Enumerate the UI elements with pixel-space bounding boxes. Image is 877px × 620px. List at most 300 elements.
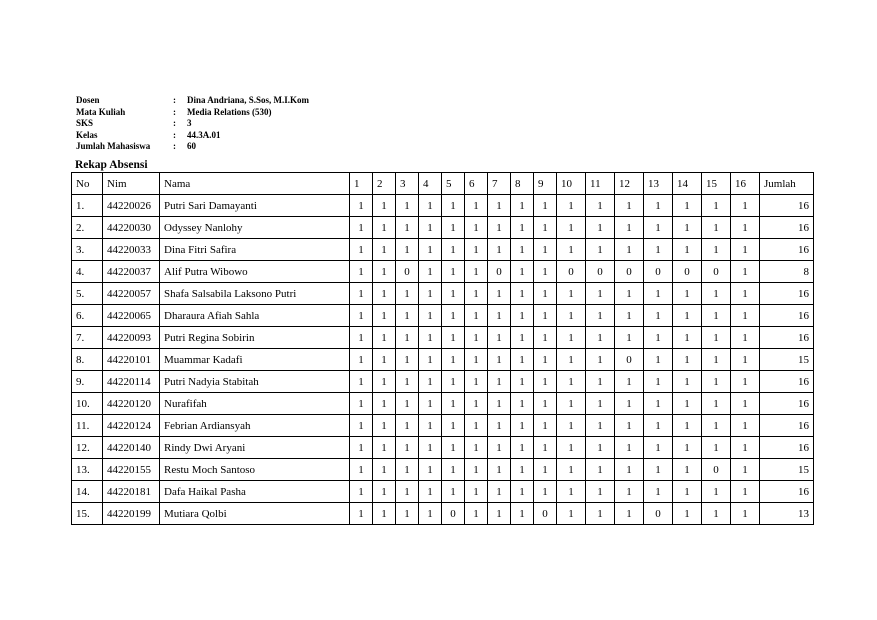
cell-jumlah: 8 bbox=[760, 261, 814, 283]
info-label: SKS bbox=[76, 118, 94, 129]
table-row bbox=[72, 459, 814, 481]
cell-nim: 44220101 bbox=[103, 349, 160, 371]
cell-no: 15. bbox=[72, 503, 103, 525]
cell-attendance: 1 bbox=[615, 459, 644, 481]
cell-attendance: 1 bbox=[465, 393, 488, 415]
cell-no: 6. bbox=[72, 305, 103, 327]
cell-jumlah: 16 bbox=[760, 437, 814, 459]
cell-jumlah: 15 bbox=[760, 349, 814, 371]
cell-attendance: 1 bbox=[442, 261, 465, 283]
cell-attendance: 1 bbox=[644, 327, 673, 349]
cell-attendance: 1 bbox=[534, 459, 557, 481]
column-header: 8 bbox=[511, 173, 534, 195]
cell-no: 5. bbox=[72, 283, 103, 305]
cell-attendance: 1 bbox=[488, 503, 511, 525]
cell-attendance: 1 bbox=[488, 239, 511, 261]
cell-no: 8. bbox=[72, 349, 103, 371]
cell-attendance: 1 bbox=[673, 437, 702, 459]
cell-attendance: 1 bbox=[419, 327, 442, 349]
cell-attendance: 1 bbox=[702, 393, 731, 415]
cell-attendance: 1 bbox=[465, 459, 488, 481]
cell-attendance: 1 bbox=[615, 195, 644, 217]
cell-attendance: 1 bbox=[534, 437, 557, 459]
cell-attendance: 1 bbox=[442, 393, 465, 415]
cell-attendance: 1 bbox=[373, 261, 396, 283]
cell-no: 4. bbox=[72, 261, 103, 283]
cell-attendance: 1 bbox=[511, 283, 534, 305]
cell-attendance: 1 bbox=[465, 283, 488, 305]
cell-attendance: 1 bbox=[731, 283, 760, 305]
cell-attendance: 1 bbox=[644, 217, 673, 239]
cell-attendance: 1 bbox=[373, 217, 396, 239]
cell-attendance: 1 bbox=[373, 437, 396, 459]
cell-attendance: 1 bbox=[373, 305, 396, 327]
cell-attendance: 1 bbox=[419, 415, 442, 437]
column-header: 5 bbox=[442, 173, 465, 195]
cell-jumlah: 13 bbox=[760, 503, 814, 525]
cell-no: 14. bbox=[72, 481, 103, 503]
column-header: 16 bbox=[731, 173, 760, 195]
cell-attendance: 1 bbox=[702, 503, 731, 525]
cell-jumlah: 16 bbox=[760, 195, 814, 217]
cell-attendance: 1 bbox=[534, 283, 557, 305]
cell-attendance: 1 bbox=[702, 217, 731, 239]
cell-nama: Muammar Kadafi bbox=[160, 349, 350, 371]
cell-attendance: 1 bbox=[586, 349, 615, 371]
cell-nama: Odyssey Nanlohy bbox=[160, 217, 350, 239]
cell-attendance: 1 bbox=[373, 481, 396, 503]
cell-attendance: 1 bbox=[350, 283, 373, 305]
cell-attendance: 1 bbox=[702, 239, 731, 261]
info-separator: : bbox=[173, 129, 176, 140]
cell-attendance: 1 bbox=[511, 371, 534, 393]
table-row bbox=[72, 217, 814, 239]
table-row bbox=[72, 393, 814, 415]
cell-attendance: 1 bbox=[702, 195, 731, 217]
cell-attendance: 1 bbox=[511, 239, 534, 261]
cell-attendance: 1 bbox=[644, 283, 673, 305]
cell-no: 1. bbox=[72, 195, 103, 217]
cell-attendance: 1 bbox=[419, 437, 442, 459]
cell-attendance: 1 bbox=[396, 195, 419, 217]
cell-nim: 44220199 bbox=[103, 503, 160, 525]
cell-attendance: 1 bbox=[350, 327, 373, 349]
cell-attendance: 1 bbox=[644, 371, 673, 393]
cell-attendance: 1 bbox=[557, 371, 586, 393]
cell-attendance: 1 bbox=[396, 459, 419, 481]
column-header: Nama bbox=[160, 173, 350, 195]
cell-attendance: 1 bbox=[396, 217, 419, 239]
cell-jumlah: 16 bbox=[760, 481, 814, 503]
info-row bbox=[76, 130, 309, 142]
cell-attendance: 1 bbox=[644, 349, 673, 371]
cell-attendance: 1 bbox=[615, 393, 644, 415]
info-label: Mata Kuliah bbox=[76, 106, 126, 117]
cell-attendance: 1 bbox=[702, 283, 731, 305]
cell-no: 13. bbox=[72, 459, 103, 481]
cell-nama: Febrian Ardiansyah bbox=[160, 415, 350, 437]
cell-attendance: 1 bbox=[419, 239, 442, 261]
cell-attendance: 1 bbox=[465, 437, 488, 459]
cell-attendance: 1 bbox=[488, 437, 511, 459]
info-separator: : bbox=[173, 141, 176, 152]
cell-attendance: 1 bbox=[673, 459, 702, 481]
cell-attendance: 0 bbox=[615, 261, 644, 283]
cell-attendance: 1 bbox=[373, 327, 396, 349]
cell-attendance: 1 bbox=[731, 503, 760, 525]
cell-attendance: 1 bbox=[465, 481, 488, 503]
cell-attendance: 1 bbox=[731, 437, 760, 459]
info-value: Media Relations (530) bbox=[187, 106, 272, 117]
attendance-table bbox=[71, 172, 814, 525]
cell-attendance: 1 bbox=[373, 393, 396, 415]
cell-attendance: 1 bbox=[557, 481, 586, 503]
cell-attendance: 1 bbox=[442, 239, 465, 261]
cell-attendance: 1 bbox=[511, 217, 534, 239]
cell-attendance: 1 bbox=[442, 371, 465, 393]
cell-attendance: 1 bbox=[557, 195, 586, 217]
cell-attendance: 1 bbox=[488, 459, 511, 481]
cell-no: 12. bbox=[72, 437, 103, 459]
cell-attendance: 1 bbox=[442, 415, 465, 437]
column-header: 4 bbox=[419, 173, 442, 195]
cell-nama: Dharaura Afiah Sahla bbox=[160, 305, 350, 327]
column-header: Nim bbox=[103, 173, 160, 195]
cell-attendance: 1 bbox=[488, 393, 511, 415]
cell-attendance: 1 bbox=[673, 481, 702, 503]
cell-nim: 44220026 bbox=[103, 195, 160, 217]
cell-attendance: 1 bbox=[557, 283, 586, 305]
cell-attendance: 1 bbox=[396, 415, 419, 437]
cell-attendance: 1 bbox=[731, 481, 760, 503]
cell-attendance: 1 bbox=[419, 371, 442, 393]
info-row bbox=[76, 95, 309, 107]
cell-attendance: 1 bbox=[396, 349, 419, 371]
cell-attendance: 1 bbox=[350, 217, 373, 239]
cell-no: 7. bbox=[72, 327, 103, 349]
cell-attendance: 1 bbox=[465, 305, 488, 327]
cell-attendance: 1 bbox=[419, 195, 442, 217]
course-info bbox=[76, 95, 309, 153]
cell-attendance: 1 bbox=[557, 503, 586, 525]
cell-attendance: 1 bbox=[615, 481, 644, 503]
cell-attendance: 1 bbox=[396, 327, 419, 349]
cell-attendance: 1 bbox=[615, 305, 644, 327]
table-row bbox=[72, 239, 814, 261]
cell-nama: Mutiara Qolbi bbox=[160, 503, 350, 525]
cell-attendance: 1 bbox=[511, 349, 534, 371]
info-separator: : bbox=[173, 118, 176, 129]
cell-attendance: 0 bbox=[702, 459, 731, 481]
cell-attendance: 1 bbox=[615, 217, 644, 239]
cell-attendance: 1 bbox=[442, 217, 465, 239]
cell-attendance: 1 bbox=[644, 393, 673, 415]
cell-attendance: 1 bbox=[586, 327, 615, 349]
cell-attendance: 1 bbox=[534, 371, 557, 393]
cell-attendance: 1 bbox=[396, 503, 419, 525]
cell-jumlah: 16 bbox=[760, 327, 814, 349]
cell-attendance: 1 bbox=[419, 393, 442, 415]
cell-attendance: 1 bbox=[702, 437, 731, 459]
cell-attendance: 1 bbox=[488, 217, 511, 239]
cell-attendance: 1 bbox=[534, 415, 557, 437]
cell-nim: 44220093 bbox=[103, 327, 160, 349]
cell-attendance: 1 bbox=[615, 239, 644, 261]
info-value: Dina Andriana, S.Sos, M.I.Kom bbox=[187, 95, 310, 105]
column-header: 11 bbox=[586, 173, 615, 195]
table-row bbox=[72, 305, 814, 327]
column-header: 9 bbox=[534, 173, 557, 195]
column-header: No bbox=[72, 173, 103, 195]
cell-attendance: 1 bbox=[350, 459, 373, 481]
info-label: Dosen bbox=[76, 95, 100, 105]
cell-no: 2. bbox=[72, 217, 103, 239]
cell-no: 3. bbox=[72, 239, 103, 261]
cell-nama: Dina Fitri Safira bbox=[160, 239, 350, 261]
cell-attendance: 1 bbox=[350, 481, 373, 503]
cell-attendance: 1 bbox=[702, 371, 731, 393]
column-header: 12 bbox=[615, 173, 644, 195]
info-label: Jumlah Mahasiswa bbox=[76, 141, 151, 152]
cell-nama: Shafa Salsabila Laksono Putri bbox=[160, 283, 350, 305]
cell-attendance: 1 bbox=[557, 327, 586, 349]
cell-attendance: 1 bbox=[731, 349, 760, 371]
cell-attendance: 1 bbox=[615, 327, 644, 349]
cell-attendance: 1 bbox=[488, 327, 511, 349]
cell-attendance: 0 bbox=[396, 261, 419, 283]
section-title: Rekap Absensi bbox=[75, 159, 148, 171]
cell-attendance: 1 bbox=[673, 349, 702, 371]
cell-no: 9. bbox=[72, 371, 103, 393]
cell-nim: 44220155 bbox=[103, 459, 160, 481]
cell-attendance: 1 bbox=[702, 481, 731, 503]
table-row bbox=[72, 349, 814, 371]
cell-attendance: 0 bbox=[586, 261, 615, 283]
cell-nama: Alif Putra Wibowo bbox=[160, 261, 350, 283]
cell-nama: Nurafifah bbox=[160, 393, 350, 415]
cell-attendance: 1 bbox=[615, 415, 644, 437]
cell-attendance: 1 bbox=[731, 239, 760, 261]
cell-attendance: 1 bbox=[615, 437, 644, 459]
cell-jumlah: 16 bbox=[760, 415, 814, 437]
cell-attendance: 1 bbox=[673, 217, 702, 239]
cell-attendance: 1 bbox=[511, 503, 534, 525]
table-row bbox=[72, 261, 814, 283]
cell-attendance: 1 bbox=[586, 305, 615, 327]
cell-attendance: 1 bbox=[557, 239, 586, 261]
cell-jumlah: 16 bbox=[760, 305, 814, 327]
cell-attendance: 1 bbox=[673, 305, 702, 327]
cell-attendance: 1 bbox=[615, 503, 644, 525]
cell-attendance: 1 bbox=[442, 327, 465, 349]
cell-attendance: 1 bbox=[488, 305, 511, 327]
column-header: 10 bbox=[557, 173, 586, 195]
cell-attendance: 1 bbox=[644, 481, 673, 503]
column-header: 15 bbox=[702, 173, 731, 195]
cell-attendance: 0 bbox=[702, 261, 731, 283]
cell-attendance: 1 bbox=[534, 305, 557, 327]
cell-attendance: 1 bbox=[557, 459, 586, 481]
cell-attendance: 1 bbox=[702, 327, 731, 349]
table-body bbox=[72, 195, 814, 525]
cell-attendance: 1 bbox=[396, 393, 419, 415]
cell-attendance: 1 bbox=[465, 371, 488, 393]
cell-attendance: 1 bbox=[396, 283, 419, 305]
table-row bbox=[72, 437, 814, 459]
cell-attendance: 1 bbox=[557, 349, 586, 371]
cell-attendance: 1 bbox=[350, 239, 373, 261]
cell-attendance: 1 bbox=[350, 415, 373, 437]
cell-nim: 44220124 bbox=[103, 415, 160, 437]
cell-attendance: 0 bbox=[557, 261, 586, 283]
cell-attendance: 1 bbox=[534, 261, 557, 283]
cell-attendance: 1 bbox=[350, 393, 373, 415]
cell-attendance: 1 bbox=[511, 195, 534, 217]
cell-attendance: 1 bbox=[731, 371, 760, 393]
cell-nim: 44220057 bbox=[103, 283, 160, 305]
cell-attendance: 1 bbox=[673, 371, 702, 393]
cell-no: 11. bbox=[72, 415, 103, 437]
cell-attendance: 1 bbox=[419, 349, 442, 371]
cell-attendance: 1 bbox=[644, 459, 673, 481]
cell-attendance: 1 bbox=[442, 305, 465, 327]
cell-attendance: 1 bbox=[586, 393, 615, 415]
cell-attendance: 1 bbox=[419, 305, 442, 327]
cell-attendance: 1 bbox=[465, 503, 488, 525]
cell-nama: Rindy Dwi Aryani bbox=[160, 437, 350, 459]
cell-attendance: 1 bbox=[373, 195, 396, 217]
cell-attendance: 1 bbox=[442, 283, 465, 305]
cell-attendance: 1 bbox=[731, 305, 760, 327]
cell-attendance: 1 bbox=[419, 481, 442, 503]
cell-attendance: 1 bbox=[488, 283, 511, 305]
cell-attendance: 1 bbox=[419, 459, 442, 481]
cell-attendance: 1 bbox=[465, 261, 488, 283]
cell-attendance: 1 bbox=[465, 239, 488, 261]
cell-attendance: 1 bbox=[702, 415, 731, 437]
cell-attendance: 1 bbox=[673, 239, 702, 261]
cell-nim: 44220114 bbox=[103, 371, 160, 393]
cell-nama: Restu Moch Santoso bbox=[160, 459, 350, 481]
cell-jumlah: 16 bbox=[760, 239, 814, 261]
cell-attendance: 0 bbox=[644, 261, 673, 283]
cell-attendance: 1 bbox=[557, 217, 586, 239]
cell-attendance: 1 bbox=[488, 481, 511, 503]
cell-attendance: 1 bbox=[557, 437, 586, 459]
cell-attendance: 1 bbox=[534, 327, 557, 349]
cell-nama: Putri Regina Sobirin bbox=[160, 327, 350, 349]
cell-attendance: 1 bbox=[396, 481, 419, 503]
cell-attendance: 1 bbox=[442, 459, 465, 481]
cell-attendance: 1 bbox=[586, 239, 615, 261]
table-header bbox=[72, 173, 814, 195]
cell-attendance: 1 bbox=[465, 195, 488, 217]
cell-attendance: 1 bbox=[373, 459, 396, 481]
cell-attendance: 1 bbox=[644, 239, 673, 261]
table-row bbox=[72, 371, 814, 393]
cell-attendance: 1 bbox=[557, 393, 586, 415]
cell-attendance: 1 bbox=[488, 415, 511, 437]
cell-attendance: 1 bbox=[350, 195, 373, 217]
info-value: 60 bbox=[187, 141, 196, 152]
cell-attendance: 1 bbox=[586, 437, 615, 459]
cell-attendance: 1 bbox=[511, 459, 534, 481]
cell-jumlah: 16 bbox=[760, 217, 814, 239]
cell-attendance: 1 bbox=[644, 437, 673, 459]
cell-no: 10. bbox=[72, 393, 103, 415]
cell-attendance: 1 bbox=[373, 239, 396, 261]
cell-attendance: 1 bbox=[615, 371, 644, 393]
cell-attendance: 1 bbox=[419, 217, 442, 239]
cell-attendance: 1 bbox=[534, 393, 557, 415]
cell-attendance: 1 bbox=[350, 305, 373, 327]
cell-attendance: 0 bbox=[534, 503, 557, 525]
cell-attendance: 1 bbox=[511, 327, 534, 349]
cell-attendance: 1 bbox=[373, 415, 396, 437]
cell-attendance: 1 bbox=[586, 371, 615, 393]
cell-attendance: 1 bbox=[673, 195, 702, 217]
cell-jumlah: 16 bbox=[760, 393, 814, 415]
cell-attendance: 0 bbox=[615, 349, 644, 371]
cell-attendance: 1 bbox=[465, 349, 488, 371]
cell-nama: Dafa Haikal Pasha bbox=[160, 481, 350, 503]
cell-attendance: 1 bbox=[534, 239, 557, 261]
cell-attendance: 1 bbox=[488, 349, 511, 371]
cell-attendance: 1 bbox=[586, 195, 615, 217]
cell-nim: 44220030 bbox=[103, 217, 160, 239]
column-header: 3 bbox=[396, 173, 419, 195]
cell-attendance: 1 bbox=[419, 261, 442, 283]
info-row bbox=[76, 107, 309, 119]
cell-attendance: 1 bbox=[586, 459, 615, 481]
cell-nim: 44220181 bbox=[103, 481, 160, 503]
info-row bbox=[76, 118, 309, 130]
cell-attendance: 1 bbox=[419, 503, 442, 525]
cell-attendance: 1 bbox=[488, 195, 511, 217]
cell-attendance: 1 bbox=[442, 195, 465, 217]
cell-nim: 44220120 bbox=[103, 393, 160, 415]
cell-attendance: 1 bbox=[615, 283, 644, 305]
column-header: 6 bbox=[465, 173, 488, 195]
cell-attendance: 1 bbox=[511, 261, 534, 283]
cell-attendance: 1 bbox=[731, 459, 760, 481]
column-header: Jumlah bbox=[760, 173, 814, 195]
cell-attendance: 1 bbox=[350, 371, 373, 393]
cell-attendance: 1 bbox=[511, 393, 534, 415]
cell-attendance: 1 bbox=[396, 305, 419, 327]
cell-attendance: 1 bbox=[586, 481, 615, 503]
info-row bbox=[76, 141, 309, 153]
table-row bbox=[72, 195, 814, 217]
cell-attendance: 1 bbox=[442, 437, 465, 459]
cell-attendance: 1 bbox=[731, 195, 760, 217]
cell-attendance: 1 bbox=[673, 503, 702, 525]
cell-attendance: 1 bbox=[350, 437, 373, 459]
table-row bbox=[72, 481, 814, 503]
cell-jumlah: 15 bbox=[760, 459, 814, 481]
column-header: 14 bbox=[673, 173, 702, 195]
info-separator: : bbox=[173, 95, 176, 105]
cell-attendance: 1 bbox=[465, 217, 488, 239]
table-row bbox=[72, 327, 814, 349]
column-header: 2 bbox=[373, 173, 396, 195]
cell-nama: Putri Sari Damayanti bbox=[160, 195, 350, 217]
cell-attendance: 1 bbox=[702, 305, 731, 327]
cell-attendance: 1 bbox=[373, 349, 396, 371]
cell-attendance: 1 bbox=[557, 305, 586, 327]
cell-nama: Putri Nadyia Stabitah bbox=[160, 371, 350, 393]
cell-attendance: 1 bbox=[731, 415, 760, 437]
